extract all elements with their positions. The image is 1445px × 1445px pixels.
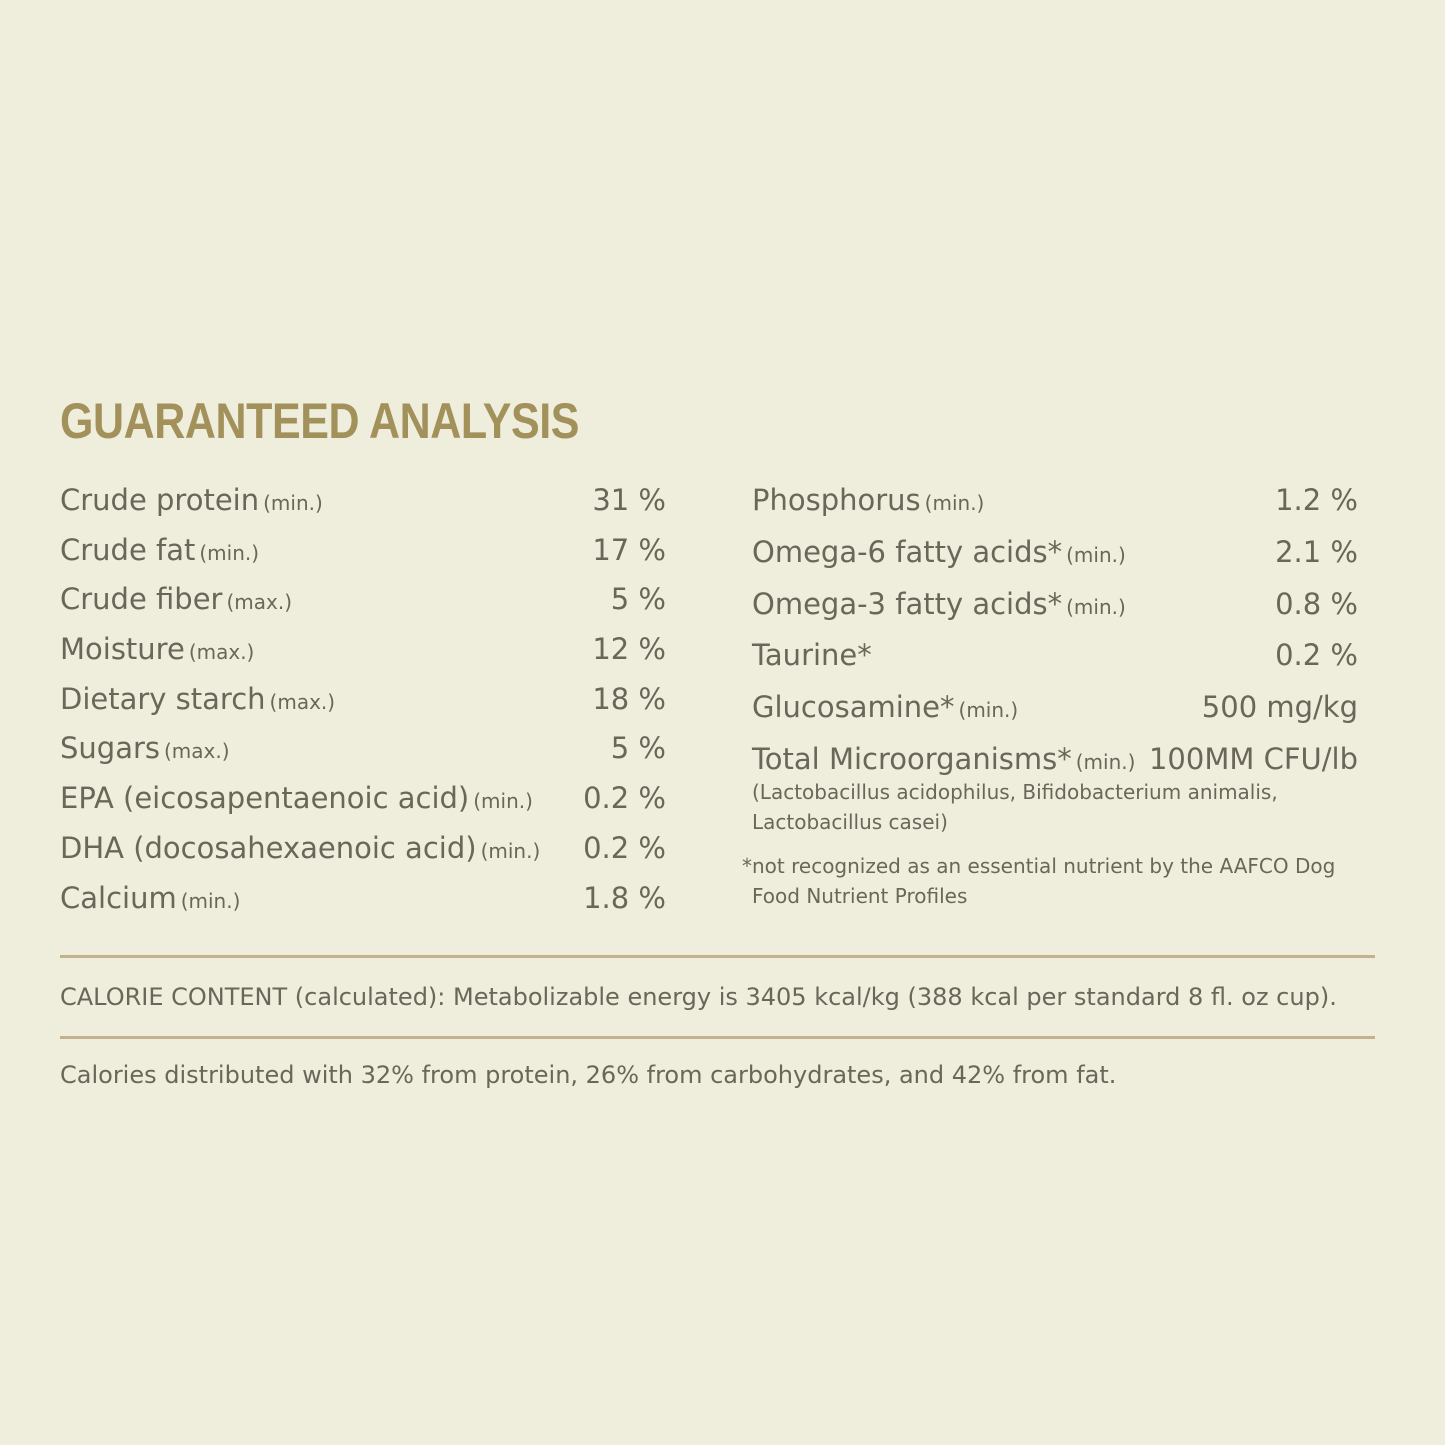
analysis-row	[60, 876, 666, 926]
nutrient-name: Taurine*	[752, 638, 872, 673]
nutrient-label	[60, 776, 533, 823]
nutrient-value: 18 %	[592, 681, 666, 716]
nutrient-label	[752, 633, 876, 680]
analysis-row	[60, 726, 666, 776]
nutrient-qualifier: (min.)	[473, 789, 533, 814]
analysis-right-column	[742, 478, 1358, 911]
analysis-row	[60, 826, 666, 876]
nutrient-qualifier: (min.)	[480, 838, 541, 863]
nutrient-label	[60, 478, 323, 525]
nutrient-value: 17 %	[592, 532, 666, 567]
analysis-row	[752, 530, 1358, 582]
nutrient-value: 100MM CFU/lb	[1148, 741, 1358, 776]
nutrient-label	[752, 685, 1018, 732]
nutrient-label	[60, 627, 254, 674]
nutrient-label	[60, 876, 240, 923]
nutrient-qualifier: (max.)	[226, 590, 293, 615]
nutrient-qualifier: (min.)	[199, 540, 260, 565]
nutrient-label	[752, 530, 1126, 577]
nutrient-value: 0.2 %	[583, 781, 666, 816]
nutrient-qualifier: (min.)	[1075, 749, 1136, 774]
nutrient-qualifier: (min.)	[958, 698, 1019, 723]
nutrient-qualifier: (min.)	[1066, 542, 1126, 567]
nutrient-label	[60, 726, 230, 773]
nutrient-value: 0.2 %	[583, 830, 666, 865]
analysis-left-column	[60, 478, 666, 925]
microorganisms-detail	[752, 777, 1358, 837]
nutrient-name: DHA (docosahexaenoic acid)	[60, 830, 477, 865]
calorie-distribution: Calories distributed with 32% from protein, 26% from carbohydrates, and 42% from fat.	[60, 1061, 1117, 1089]
analysis-row	[752, 582, 1358, 634]
analysis-row	[60, 677, 666, 727]
nutrient-label	[60, 677, 335, 724]
footnote-line: Food Nutrient Profiles	[752, 883, 968, 908]
analysis-row	[60, 577, 666, 627]
microorganisms-detail-line: Lactobacillus casei)	[752, 809, 948, 834]
nutrient-qualifier: (max.)	[269, 689, 336, 714]
calorie-content: CALORIE CONTENT (calculated): Metabolizable energy is 3405 kcal/kg (388 kcal per standard 8 fl. oz cup).	[60, 983, 1337, 1011]
analysis-row	[60, 528, 666, 578]
nutrient-qualifier: (max.)	[164, 739, 230, 764]
nutrient-name: Calcium	[60, 880, 177, 915]
analysis-row	[752, 633, 1358, 685]
nutrient-name: Crude fiber	[60, 582, 223, 617]
nutrient-name: Crude protein	[60, 483, 260, 517]
footnote	[742, 851, 1358, 911]
nutrient-name: Omega-6 fatty acids*	[752, 534, 1063, 569]
nutrient-name: Glucosamine*	[752, 690, 955, 725]
nutrient-value: 0.8 %	[1275, 586, 1358, 621]
nutrient-name: Moisture	[60, 632, 185, 667]
divider	[60, 955, 1375, 958]
footnote-line: *not recognized as an essential nutrient by the AAFCO Dog	[742, 853, 1336, 878]
nutrient-qualifier: (min.)	[924, 491, 985, 515]
analysis-row	[752, 478, 1358, 530]
nutrient-label	[60, 826, 540, 873]
nutrient-name: Crude fat	[60, 532, 196, 567]
nutrient-value: 5 %	[610, 731, 666, 766]
nutrient-label	[60, 528, 259, 575]
nutrient-name: Dietary starch	[60, 681, 266, 716]
analysis-row	[60, 627, 666, 677]
nutrient-value: 12 %	[592, 632, 666, 667]
microorganisms-detail-line: (Lactobacillus acidophilus, Bifidobacterium animalis,	[752, 779, 1278, 804]
nutrient-value: 2.1 %	[1275, 534, 1358, 569]
nutrient-label	[60, 577, 292, 624]
nutrient-label	[752, 478, 984, 525]
nutrient-value: 0.2 %	[1275, 638, 1358, 673]
nutrient-label	[752, 582, 1126, 629]
nutrient-name: EPA (eicosapentaenoic acid)	[60, 781, 470, 816]
analysis-row	[60, 776, 666, 826]
analysis-row	[60, 478, 666, 528]
nutrient-value: 500 mg/kg	[1201, 690, 1358, 725]
nutrient-value: 31 %	[592, 483, 666, 517]
analysis-row	[752, 685, 1358, 737]
nutrient-value: 1.2 %	[1275, 483, 1358, 517]
nutrient-qualifier: (min.)	[180, 888, 241, 913]
nutrient-value: 5 %	[610, 582, 666, 617]
nutrient-qualifier: (max.)	[188, 640, 255, 665]
page-title: GUARANTEED ANALYSIS	[60, 393, 580, 449]
divider	[60, 1036, 1375, 1039]
nutrient-qualifier: (min.)	[263, 491, 323, 515]
nutrient-value: 1.8 %	[583, 880, 666, 915]
nutrient-name: Omega-3 fatty acids*	[752, 586, 1063, 621]
nutrient-name: Phosphorus	[752, 483, 921, 517]
nutrient-name: Total Microorganisms*	[752, 741, 1072, 776]
nutrient-name: Sugars	[60, 731, 160, 766]
nutrient-qualifier: (min.)	[1066, 594, 1126, 619]
